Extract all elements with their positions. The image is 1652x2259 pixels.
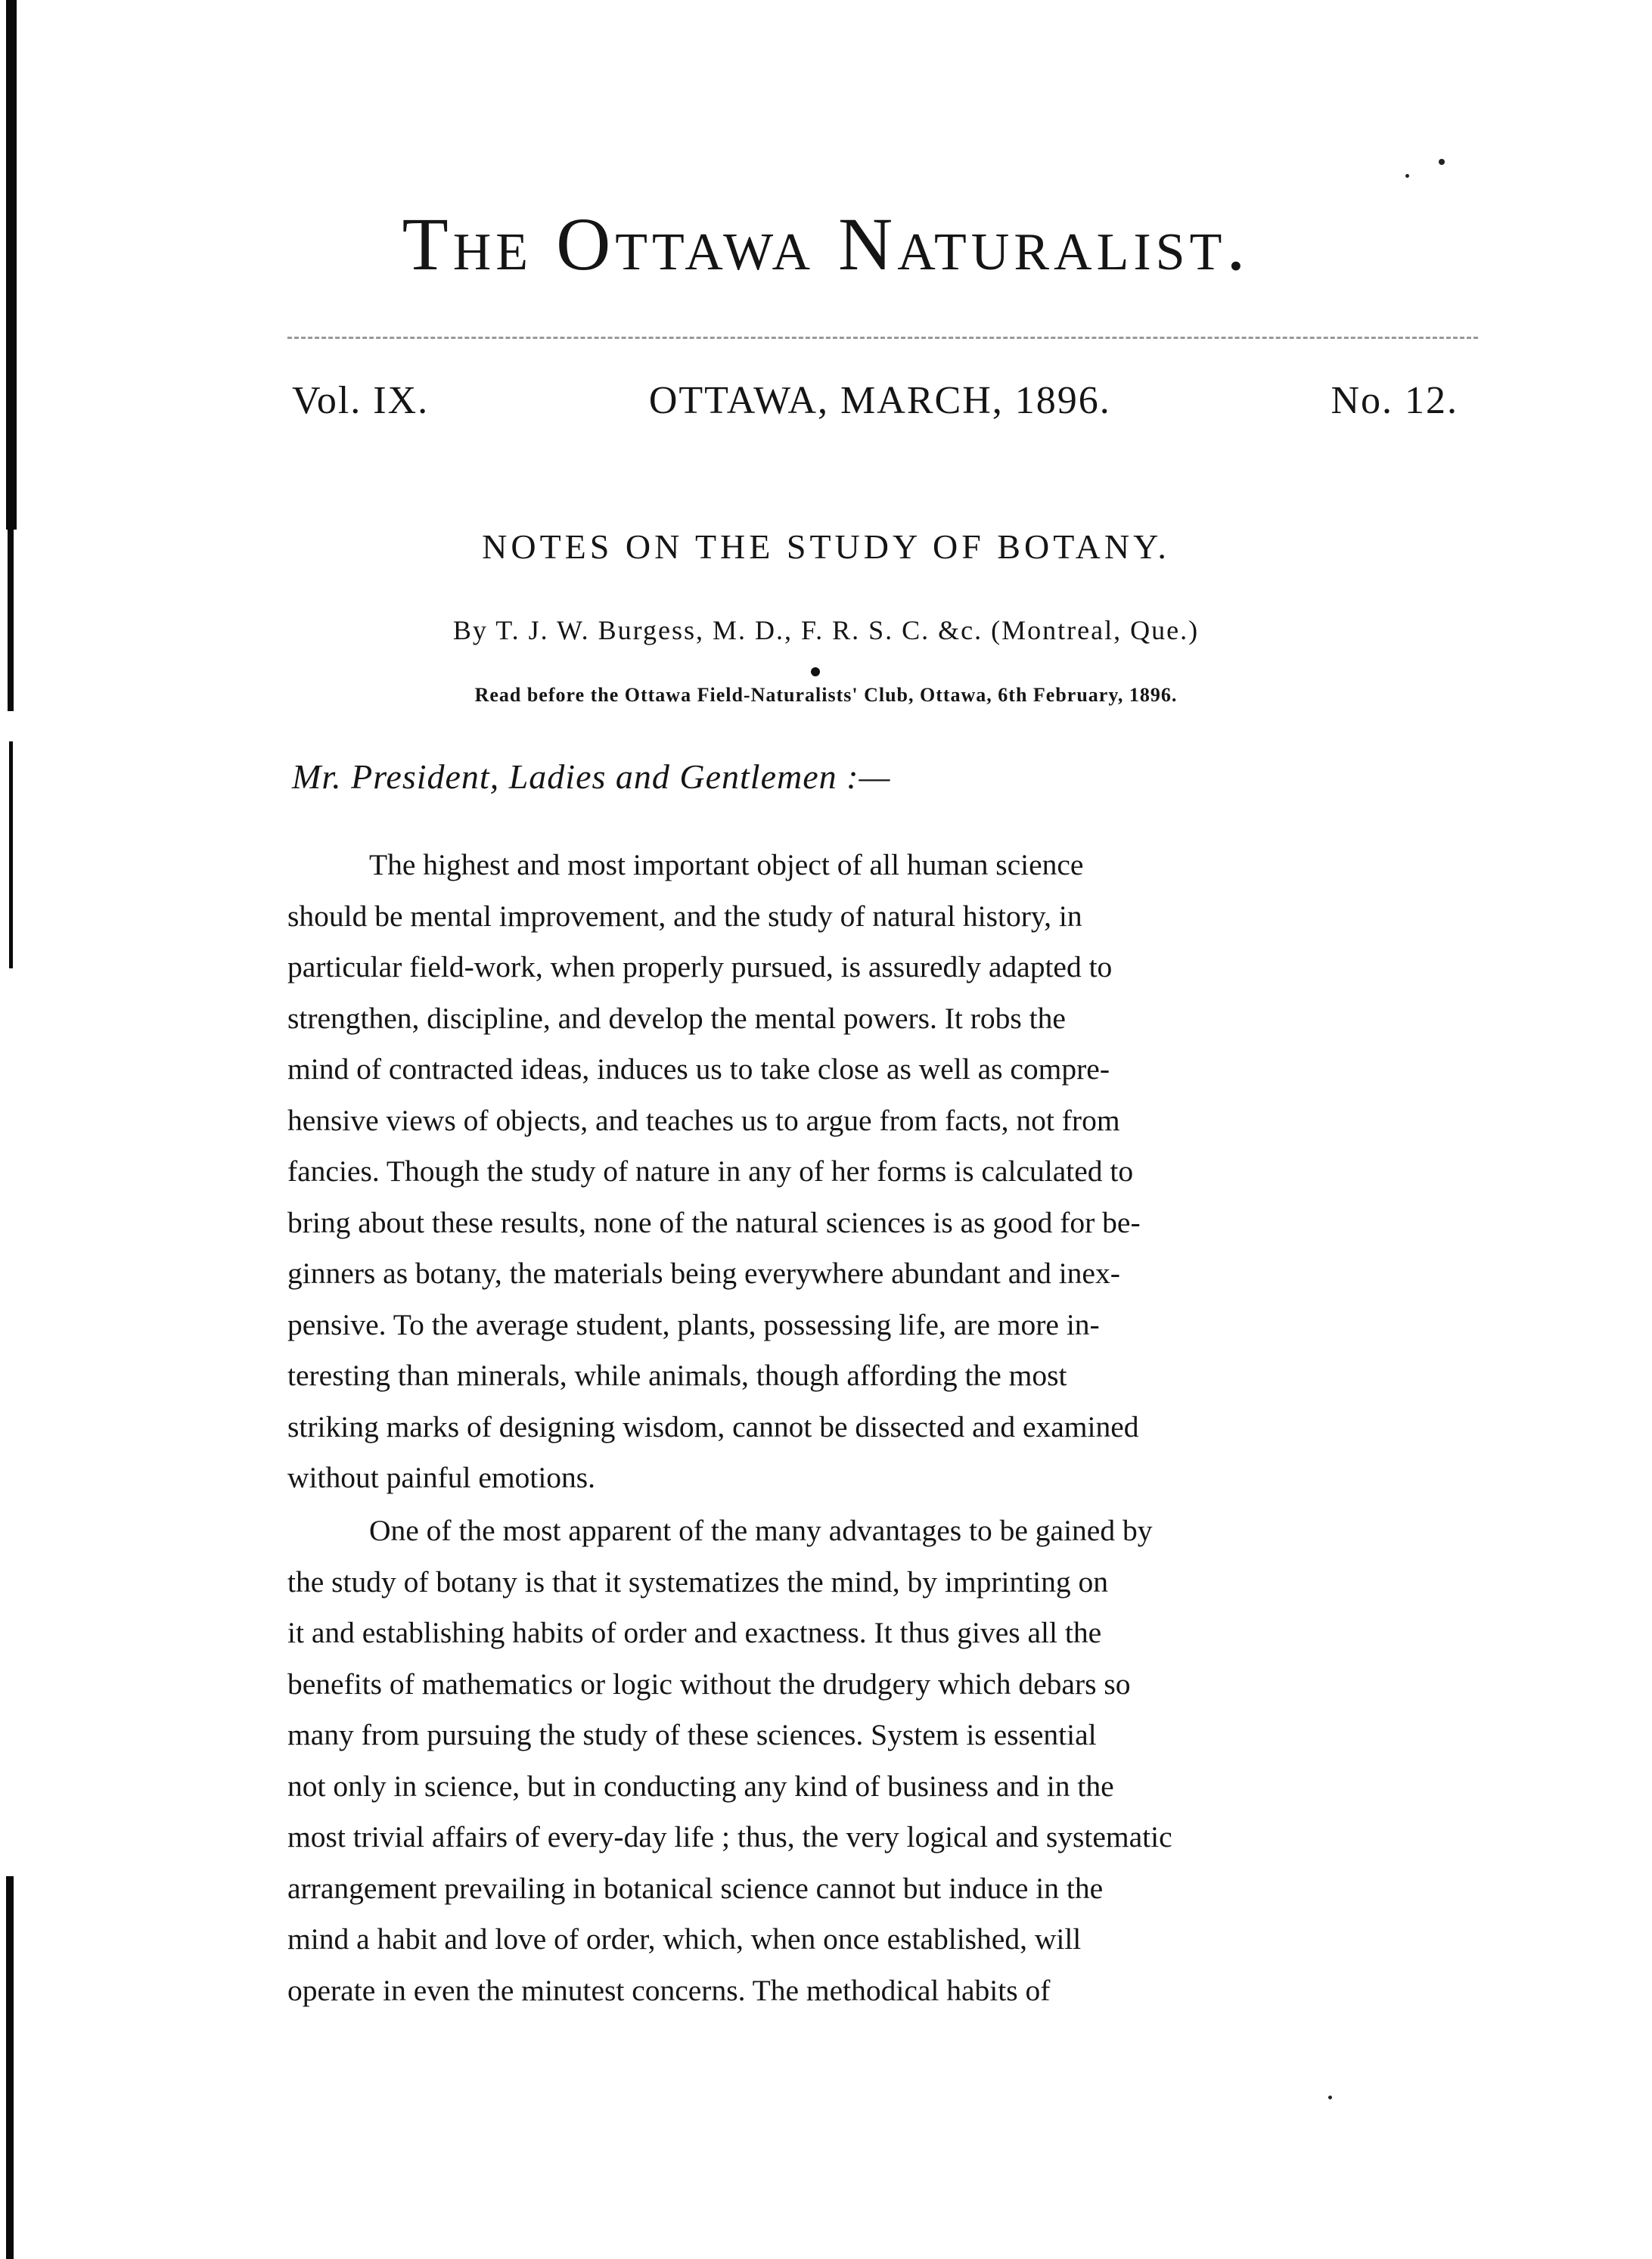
volume-label: Vol. IX.: [292, 379, 430, 422]
body-paragraph: The highest and most important object of all human science should be mental improvement, and the study of natural history, in particular field-work, when properly pursued, is assuredly adapted to strengthen, discipline, and develop the mental powers. It robs the mind of contracted ideas, induces us to take close as well as compre- hensive views of objects, and teaches us to argue from facts, not from fancies. Though the study of nature in any of her forms is calculated to bring about these results, none of the natural sciences is as good for be- ginners as botany, the materials being everywhere abundant and inex- pensive. To the average student, plants, possessing life, are more in- teresting than minerals, while animals, though affording the most striking marks of designing wisdom, cannot be dissected and examined without painful emotions.: [287, 848, 1141, 1494]
issue-line: [292, 378, 1458, 423]
scan-speck: [1405, 174, 1409, 178]
article-title: NOTES ON THE STUDY OF BOTANY.: [482, 527, 1170, 566]
scan-speck: [1439, 159, 1445, 165]
salutation: Mr. President, Ladies and Gentlemen :—: [292, 757, 891, 796]
journal-title: The Ottawa Naturalist.: [402, 202, 1250, 286]
scan-edge-shadow: [6, 1876, 14, 2259]
article-byline: By T. J. W. Burgess, M. D., F. R. S. C. &c. (Montreal, Que.): [452, 615, 1200, 645]
issue-number: No. 12.: [1331, 379, 1458, 422]
scan-speck: [1328, 2096, 1332, 2099]
scan-edge-shadow: [9, 741, 13, 968]
masthead-rule: [287, 337, 1478, 340]
body-paragraph: One of the most apparent of the many advantages to be gained by the study of botany is that it systematizes the mind, by imprinting on it and establishing habits of order and exactness. It thus gives all the benefits of mathematics or logic without the drudgery which debars so many from pursuing the study of these sciences. System is essential not only in science, but in conducting any kind of business and in the most trivial affairs of every-day life ; thus, the very logical and systematic arrangement prevailing in botanical science cannot but induce in the mind a habit and love of order, which, when once established, will operate in even the minutest concerns. The methodical habits of: [287, 1514, 1172, 2007]
place-date: OTTAWA, MARCH, 1896.: [648, 379, 1111, 422]
read-note: Read before the Ottawa Field-Naturalists' Club, Ottawa, 6th February, 1896.: [474, 684, 1178, 706]
bullet-mark: [811, 667, 820, 676]
